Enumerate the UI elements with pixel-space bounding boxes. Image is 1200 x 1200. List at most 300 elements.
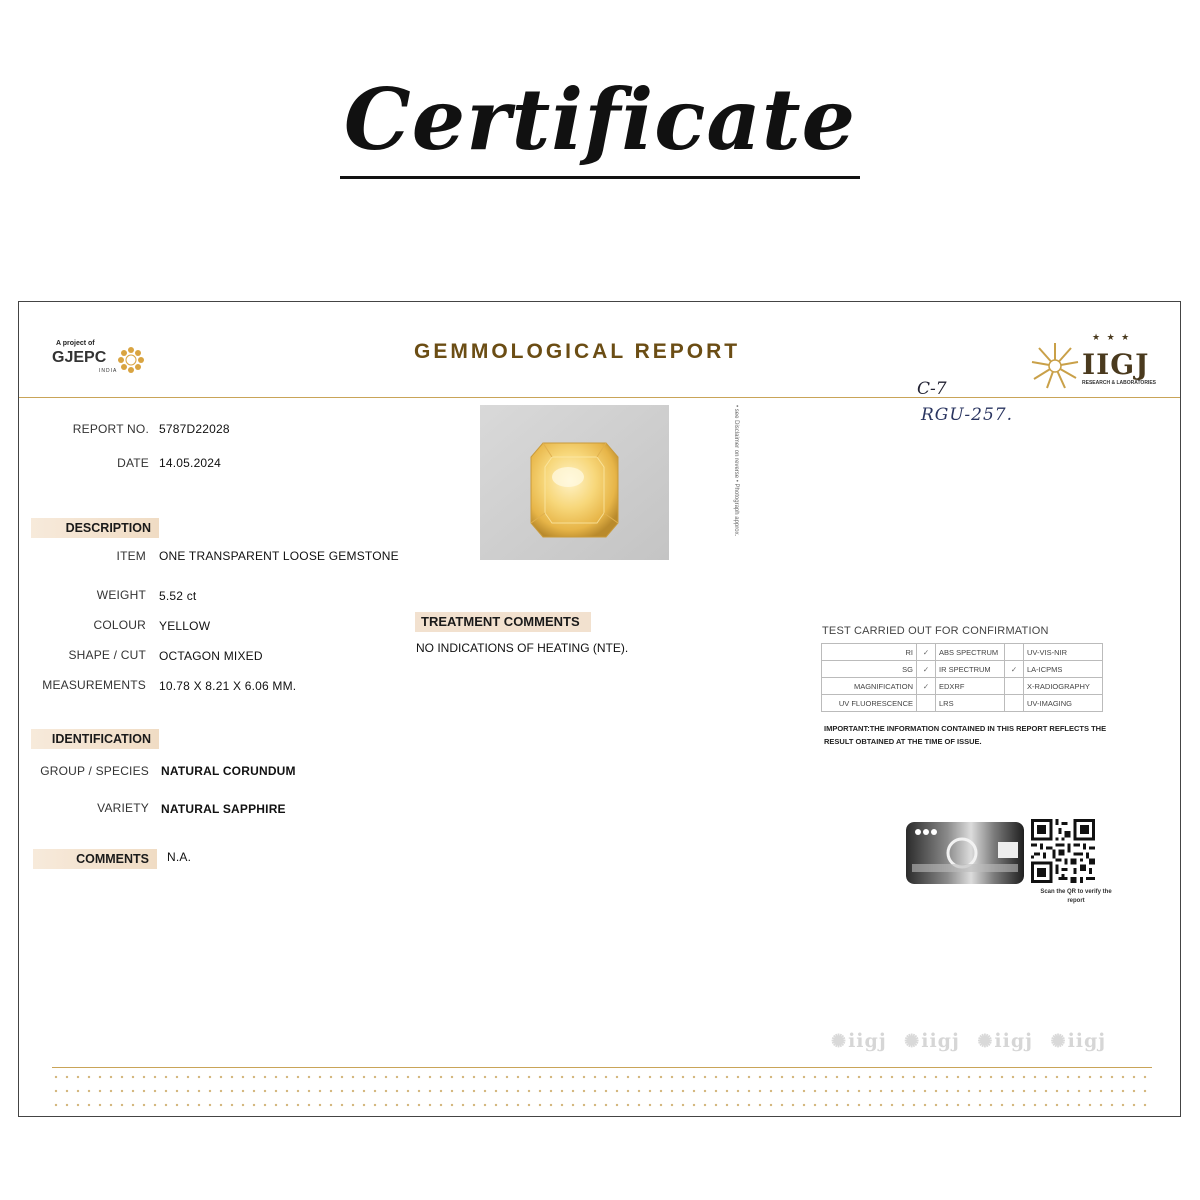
- sparkle-icon: [308, 1076, 311, 1079]
- sparkle-icon: [693, 1090, 696, 1093]
- sparkle-icon: [462, 1090, 465, 1093]
- sparkle-icon: [110, 1076, 113, 1079]
- sparkle-icon: [781, 1090, 784, 1093]
- check-icon: ✓: [917, 644, 936, 661]
- sparkle-icon: [418, 1076, 421, 1079]
- sparkle-icon: [1023, 1090, 1026, 1093]
- sparkle-icon: [748, 1076, 751, 1079]
- tests-row: [822, 661, 1103, 678]
- iigj-sunburst-icon: [1029, 340, 1081, 392]
- sparkle-icon: [330, 1090, 333, 1093]
- sparkle-icon: [154, 1076, 157, 1079]
- group-species-label: GROUP / SPECIES: [40, 764, 149, 778]
- check-icon: ✓: [1005, 661, 1024, 678]
- sparkle-icon: [176, 1076, 179, 1079]
- sparkle-icon: [737, 1090, 740, 1093]
- sparkle-icon: [583, 1104, 586, 1107]
- sparkle-icon: [176, 1090, 179, 1093]
- sparkle-icon: [550, 1104, 553, 1107]
- sparkle-icon: [957, 1090, 960, 1093]
- sparkle-icon: [583, 1076, 586, 1079]
- sparkle-icon: [638, 1076, 641, 1079]
- sparkle-icon: [682, 1104, 685, 1107]
- sparkle-icon: [660, 1090, 663, 1093]
- date-label: DATE: [117, 456, 149, 470]
- sparkle-icon: [1067, 1076, 1070, 1079]
- sparkle-icon: [792, 1104, 795, 1107]
- sparkle-icon: [319, 1076, 322, 1079]
- sparkle-icon: [946, 1104, 949, 1107]
- sparkle-icon: [1045, 1090, 1048, 1093]
- sparkle-icon: [132, 1076, 135, 1079]
- sparkle-icon: [616, 1090, 619, 1093]
- sparkle-icon: [627, 1104, 630, 1107]
- sparkle-icon: [682, 1076, 685, 1079]
- important-notice: [824, 722, 1114, 748]
- sparkle-icon: [121, 1104, 124, 1107]
- iigj-watermark: ✺iigj: [1050, 1030, 1107, 1052]
- photo-disclaimer-text: • see Disclaimer on reverse • Photograph approx.: [733, 405, 739, 537]
- sparkle-icon: [913, 1076, 916, 1079]
- sparkle-icon: [1089, 1076, 1092, 1079]
- test-cell: EDXRF: [936, 678, 1005, 695]
- sparkle-icon: [374, 1076, 377, 1079]
- sparkle-icon: [385, 1076, 388, 1079]
- sparkle-icon: [660, 1104, 663, 1107]
- sparkle-icon: [429, 1104, 432, 1107]
- important-label: IMPORTANT:: [824, 724, 870, 733]
- comments-value: N.A.: [167, 850, 192, 864]
- sparkle-icon: [924, 1104, 927, 1107]
- sparkle-icon: [968, 1090, 971, 1093]
- sparkle-icon: [506, 1104, 509, 1107]
- sparkle-icon: [242, 1104, 245, 1107]
- sparkle-icon: [429, 1090, 432, 1093]
- sparkle-icon: [1111, 1104, 1114, 1107]
- sparkle-icon: [594, 1104, 597, 1107]
- sparkle-icon: [781, 1104, 784, 1107]
- sparkle-icon: [891, 1090, 894, 1093]
- sparkle-icon: [220, 1076, 223, 1079]
- sparkle-icon: [88, 1076, 91, 1079]
- sparkle-icon: [275, 1104, 278, 1107]
- sparkle-icon: [352, 1104, 355, 1107]
- sparkle-icon: [869, 1090, 872, 1093]
- sparkle-icon: [363, 1104, 366, 1107]
- comments-heading: COMMENTS: [33, 849, 157, 869]
- sparkle-icon: [220, 1090, 223, 1093]
- gjepc-logo-text: GJEPC: [52, 349, 107, 366]
- sparkle-icon: [319, 1090, 322, 1093]
- sparkle-icon: [319, 1104, 322, 1107]
- sparkle-icon: [649, 1090, 652, 1093]
- check-icon: ✓: [917, 661, 936, 678]
- sparkle-icon: [99, 1104, 102, 1107]
- sparkle-icon: [220, 1104, 223, 1107]
- test-cell: SG: [822, 661, 917, 678]
- iigj-watermark: ✺iigj: [977, 1030, 1034, 1052]
- sparkle-icon: [902, 1076, 905, 1079]
- sparkle-icon: [814, 1104, 817, 1107]
- sparkle-icon: [143, 1090, 146, 1093]
- sparkle-icon: [1122, 1076, 1125, 1079]
- tests-row: [822, 678, 1103, 695]
- variety-value: NATURAL SAPPHIRE: [161, 802, 286, 816]
- sparkle-icon: [66, 1090, 69, 1093]
- sparkle-icon: [957, 1076, 960, 1079]
- sparkle-icon: [671, 1090, 674, 1093]
- sparkle-icon: [902, 1104, 905, 1107]
- sparkle-icon: [528, 1104, 531, 1107]
- sparkle-icon: [264, 1104, 267, 1107]
- handwritten-note-2: RGU-257.: [921, 405, 1014, 425]
- sparkle-icon: [132, 1104, 135, 1107]
- sparkle-icon: [374, 1104, 377, 1107]
- sparkle-icon: [902, 1090, 905, 1093]
- sparkle-icon: [396, 1076, 399, 1079]
- sparkle-icon: [341, 1076, 344, 1079]
- check-icon: ✓: [917, 678, 936, 695]
- sparkle-icon: [517, 1104, 520, 1107]
- sparkle-icon: [462, 1104, 465, 1107]
- sparkle-icon: [539, 1104, 542, 1107]
- sparkle-icon: [1056, 1104, 1059, 1107]
- sparkle-icon: [451, 1104, 454, 1107]
- sparkle-icon: [286, 1104, 289, 1107]
- sparkle-icon: [407, 1076, 410, 1079]
- sparkle-icon: [957, 1104, 960, 1107]
- sparkle-icon: [605, 1076, 608, 1079]
- sparkle-icon: [264, 1090, 267, 1093]
- sparkle-icon: [264, 1076, 267, 1079]
- sparkle-icon: [979, 1104, 982, 1107]
- sparkle-icon: [550, 1090, 553, 1093]
- sparkle-icon: [858, 1076, 861, 1079]
- sparkle-icon: [297, 1104, 300, 1107]
- sparkle-icon: [1089, 1104, 1092, 1107]
- sparkle-icon: [781, 1076, 784, 1079]
- colour-label: COLOUR: [93, 618, 146, 632]
- sparkle-icon: [55, 1090, 58, 1093]
- sparkle-icon: [484, 1090, 487, 1093]
- sparkle-icon: [1133, 1076, 1136, 1079]
- sunburst-icon: ✺: [1050, 1031, 1067, 1052]
- gjepc-country: INDIA: [99, 368, 118, 374]
- sparkle-icon: [990, 1076, 993, 1079]
- sparkle-icon: [110, 1104, 113, 1107]
- sparkle-icon: [484, 1104, 487, 1107]
- sparkle-icon: [209, 1076, 212, 1079]
- sparkle-icon: [715, 1076, 718, 1079]
- sparkle-icon: [407, 1090, 410, 1093]
- sparkle-icon: [814, 1076, 817, 1079]
- sparkle-icon: [1023, 1104, 1026, 1107]
- sparkle-icon: [495, 1090, 498, 1093]
- sparkle-icon: [275, 1076, 278, 1079]
- sunburst-icon: ✺: [831, 1031, 848, 1052]
- sparkle-icon: [616, 1104, 619, 1107]
- sparkle-icon: [1045, 1076, 1048, 1079]
- sparkle-icon: [1100, 1104, 1103, 1107]
- sparkle-icon: [528, 1090, 531, 1093]
- sparkle-icon: [1045, 1104, 1048, 1107]
- sparkle-icon: [770, 1104, 773, 1107]
- sparkle-icon: [209, 1104, 212, 1107]
- sparkle-icon: [616, 1076, 619, 1079]
- sparkle-icon: [638, 1090, 641, 1093]
- test-cell: UV FLUORESCENCE: [822, 695, 917, 712]
- sparkle-icon: [528, 1076, 531, 1079]
- sparkle-icon: [1111, 1090, 1114, 1093]
- sparkle-icon: [1056, 1076, 1059, 1079]
- sparkle-icon: [275, 1090, 278, 1093]
- sparkle-icon: [1078, 1104, 1081, 1107]
- sparkle-icon: [1133, 1090, 1136, 1093]
- sparkle-icon: [286, 1076, 289, 1079]
- sparkle-icon: [979, 1076, 982, 1079]
- sparkle-icon: [682, 1090, 685, 1093]
- sparkle-icon: [649, 1076, 652, 1079]
- sparkle-icon: [792, 1090, 795, 1093]
- sparkle-icon: [704, 1104, 707, 1107]
- sparkle-icon: [836, 1076, 839, 1079]
- sparkle-icon: [693, 1076, 696, 1079]
- sparkle-icon: [1122, 1090, 1125, 1093]
- qr-caption: Scan the QR to verify the report: [1040, 889, 1112, 904]
- group-species-value: NATURAL CORUNDUM: [161, 764, 296, 778]
- sparkle-icon: [869, 1104, 872, 1107]
- sparkle-icon: [1034, 1076, 1037, 1079]
- sparkle-icon: [308, 1090, 311, 1093]
- sparkle-icon: [990, 1104, 993, 1107]
- sparkle-icon: [737, 1104, 740, 1107]
- sparkle-icon: [88, 1104, 91, 1107]
- sparkle-icon: [968, 1104, 971, 1107]
- sparkle-icon: [187, 1104, 190, 1107]
- shape-cut-label: SHAPE / CUT: [68, 648, 146, 662]
- sparkle-icon: [935, 1090, 938, 1093]
- sparkle-icon: [187, 1076, 190, 1079]
- sparkle-icon: [594, 1076, 597, 1079]
- photo-disclaimer: [727, 405, 741, 565]
- sparkle-icon: [440, 1104, 443, 1107]
- report-no-value: 5787D22028: [159, 422, 230, 436]
- sparkle-icon: [385, 1104, 388, 1107]
- sparkle-icon: [143, 1104, 146, 1107]
- sparkle-icon: [154, 1090, 157, 1093]
- weight-label: WEIGHT: [96, 588, 146, 602]
- sparkle-icon: [1001, 1076, 1004, 1079]
- sparkle-icon: [88, 1090, 91, 1093]
- sparkle-icon: [1144, 1090, 1147, 1093]
- test-cell: ABS SPECTRUM: [936, 644, 1005, 661]
- sparkle-icon: [770, 1090, 773, 1093]
- sparkle-icon: [825, 1090, 828, 1093]
- sparkle-icon: [737, 1076, 740, 1079]
- sparkle-icon: [110, 1090, 113, 1093]
- sparkle-icon: [825, 1104, 828, 1107]
- sparkle-icon: [77, 1104, 80, 1107]
- sparkle-icon: [726, 1104, 729, 1107]
- sparkle-icon: [1001, 1104, 1004, 1107]
- sparkle-icon: [649, 1104, 652, 1107]
- sparkle-icon: [1100, 1076, 1103, 1079]
- test-cell: LA-ICPMS: [1024, 661, 1103, 678]
- sparkle-icon: [759, 1090, 762, 1093]
- sparkle-icon: [473, 1076, 476, 1079]
- hologram-icon: [906, 822, 1024, 884]
- sparkle-icon: [770, 1076, 773, 1079]
- gjepc-flower-icon: [117, 346, 145, 374]
- sparkle-icon: [363, 1076, 366, 1079]
- check-icon: [1005, 695, 1024, 712]
- sparkle-icon: [924, 1076, 927, 1079]
- sparkle-icon: [858, 1090, 861, 1093]
- sparkle-icon: [825, 1076, 828, 1079]
- sparkle-icon: [1012, 1076, 1015, 1079]
- sparkle-icon: [748, 1104, 751, 1107]
- sparkle-icon: [396, 1104, 399, 1107]
- sparkle-icon: [484, 1076, 487, 1079]
- sparkle-icon: [715, 1104, 718, 1107]
- iigj-watermark: ✺iigj: [831, 1030, 887, 1052]
- sparkle-icon: [572, 1076, 575, 1079]
- sparkle-icon: [176, 1104, 179, 1107]
- sparkle-icon: [704, 1076, 707, 1079]
- sparkle-icon: [539, 1076, 542, 1079]
- tests-row: [822, 695, 1103, 712]
- sparkle-icon: [880, 1104, 883, 1107]
- identification-heading: IDENTIFICATION: [31, 729, 159, 749]
- sparkle-icon: [847, 1090, 850, 1093]
- measurements-label: MEASUREMENTS: [42, 678, 146, 692]
- sparkle-icon: [198, 1090, 201, 1093]
- test-cell: UV-IMAGING: [1024, 695, 1103, 712]
- measurements-value: 10.78 X 8.21 X 6.06 MM.: [159, 679, 297, 693]
- sparkle-icon: [154, 1104, 157, 1107]
- sparkle-icon: [363, 1090, 366, 1093]
- sparkle-icon: [451, 1076, 454, 1079]
- sparkle-icon: [99, 1090, 102, 1093]
- test-cell: IR SPECTRUM: [936, 661, 1005, 678]
- sparkle-icon: [748, 1090, 751, 1093]
- sparkle-icon: [792, 1076, 795, 1079]
- sparkle-icon: [286, 1090, 289, 1093]
- sparkle-icon: [726, 1076, 729, 1079]
- sparkle-icon: [704, 1090, 707, 1093]
- hologram-sticker: [906, 822, 1024, 884]
- report-title: GEMMOLOGICAL REPORT: [414, 340, 741, 363]
- sparkle-icon: [253, 1076, 256, 1079]
- check-icon: [1005, 678, 1024, 695]
- report-no-label: REPORT NO.: [72, 422, 149, 436]
- sparkle-icon: [473, 1104, 476, 1107]
- iigj-logo-text: IIGJ: [1082, 348, 1150, 381]
- sparkle-icon: [297, 1076, 300, 1079]
- sparkle-icon: [1034, 1090, 1037, 1093]
- sparkle-icon: [550, 1076, 553, 1079]
- sparkle-icon: [759, 1104, 762, 1107]
- handwritten-note-1: C-7: [917, 379, 947, 399]
- weight-value: 5.52 ct: [159, 589, 197, 603]
- sparkle-icon: [638, 1104, 641, 1107]
- sparkle-icon: [1089, 1090, 1092, 1093]
- sparkle-icon: [935, 1076, 938, 1079]
- tests-table: [821, 643, 1103, 712]
- sparkle-icon: [1056, 1090, 1059, 1093]
- sparkle-icon: [693, 1104, 696, 1107]
- sparkle-icon: [407, 1104, 410, 1107]
- sparkle-icon: [187, 1090, 190, 1093]
- variety-label: VARIETY: [97, 801, 149, 815]
- sparkle-icon: [352, 1076, 355, 1079]
- sparkle-icon: [671, 1076, 674, 1079]
- shape-cut-value: OCTAGON MIXED: [159, 649, 263, 663]
- sparkle-icon: [1067, 1104, 1070, 1107]
- sparkle-icon: [374, 1090, 377, 1093]
- sparkle-icon: [1078, 1090, 1081, 1093]
- sparkle-icon: [572, 1104, 575, 1107]
- sparkle-icon: [836, 1104, 839, 1107]
- sparkle-icon: [1144, 1104, 1147, 1107]
- gjepc-tagline: A project of: [56, 340, 95, 347]
- sparkle-icon: [1111, 1076, 1114, 1079]
- iigj-stars-icon: ★ ★ ★: [1092, 332, 1132, 342]
- sparkle-icon: [715, 1090, 718, 1093]
- sparkle-icon: [231, 1076, 234, 1079]
- test-cell: MAGNIFICATION: [822, 678, 917, 695]
- sparkle-icon: [803, 1104, 806, 1107]
- sparkle-icon: [418, 1104, 421, 1107]
- sparkle-icon: [165, 1076, 168, 1079]
- sparkle-icon: [891, 1104, 894, 1107]
- sparkle-icon: [495, 1104, 498, 1107]
- sparkle-icon: [660, 1076, 663, 1079]
- sparkle-icon: [143, 1076, 146, 1079]
- sparkle-icon: [231, 1090, 234, 1093]
- sparkle-icon: [561, 1090, 564, 1093]
- sparkle-icon: [1012, 1090, 1015, 1093]
- sparkle-icon: [253, 1104, 256, 1107]
- item-value: ONE TRANSPARENT LOOSE GEMSTONE: [159, 549, 399, 563]
- sparkle-icon: [165, 1090, 168, 1093]
- sparkle-icon: [627, 1090, 630, 1093]
- sparkle-icon: [242, 1076, 245, 1079]
- test-cell: RI: [822, 644, 917, 661]
- sunburst-icon: ✺: [977, 1031, 994, 1052]
- sparkle-icon: [198, 1104, 201, 1107]
- sparkle-icon: [891, 1076, 894, 1079]
- sparkle-icon: [671, 1104, 674, 1107]
- sparkle-icon: [77, 1090, 80, 1093]
- sparkle-icon: [440, 1090, 443, 1093]
- qr-code-icon: [1031, 819, 1095, 883]
- sparkle-icon: [1023, 1076, 1026, 1079]
- sparkle-icon: [1144, 1076, 1147, 1079]
- sparkle-icon: [231, 1104, 234, 1107]
- sparkle-icon: [913, 1104, 916, 1107]
- test-cell: LRS: [936, 695, 1005, 712]
- sparkle-icon: [990, 1090, 993, 1093]
- sparkle-icon: [341, 1090, 344, 1093]
- sparkle-icon: [473, 1090, 476, 1093]
- sparkle-icon: [418, 1090, 421, 1093]
- sparkle-icon: [561, 1104, 564, 1107]
- sparkle-icon: [1001, 1090, 1004, 1093]
- sparkle-icon: [1100, 1090, 1103, 1093]
- sparkle-icon: [308, 1104, 311, 1107]
- sparkle-icon: [847, 1104, 850, 1107]
